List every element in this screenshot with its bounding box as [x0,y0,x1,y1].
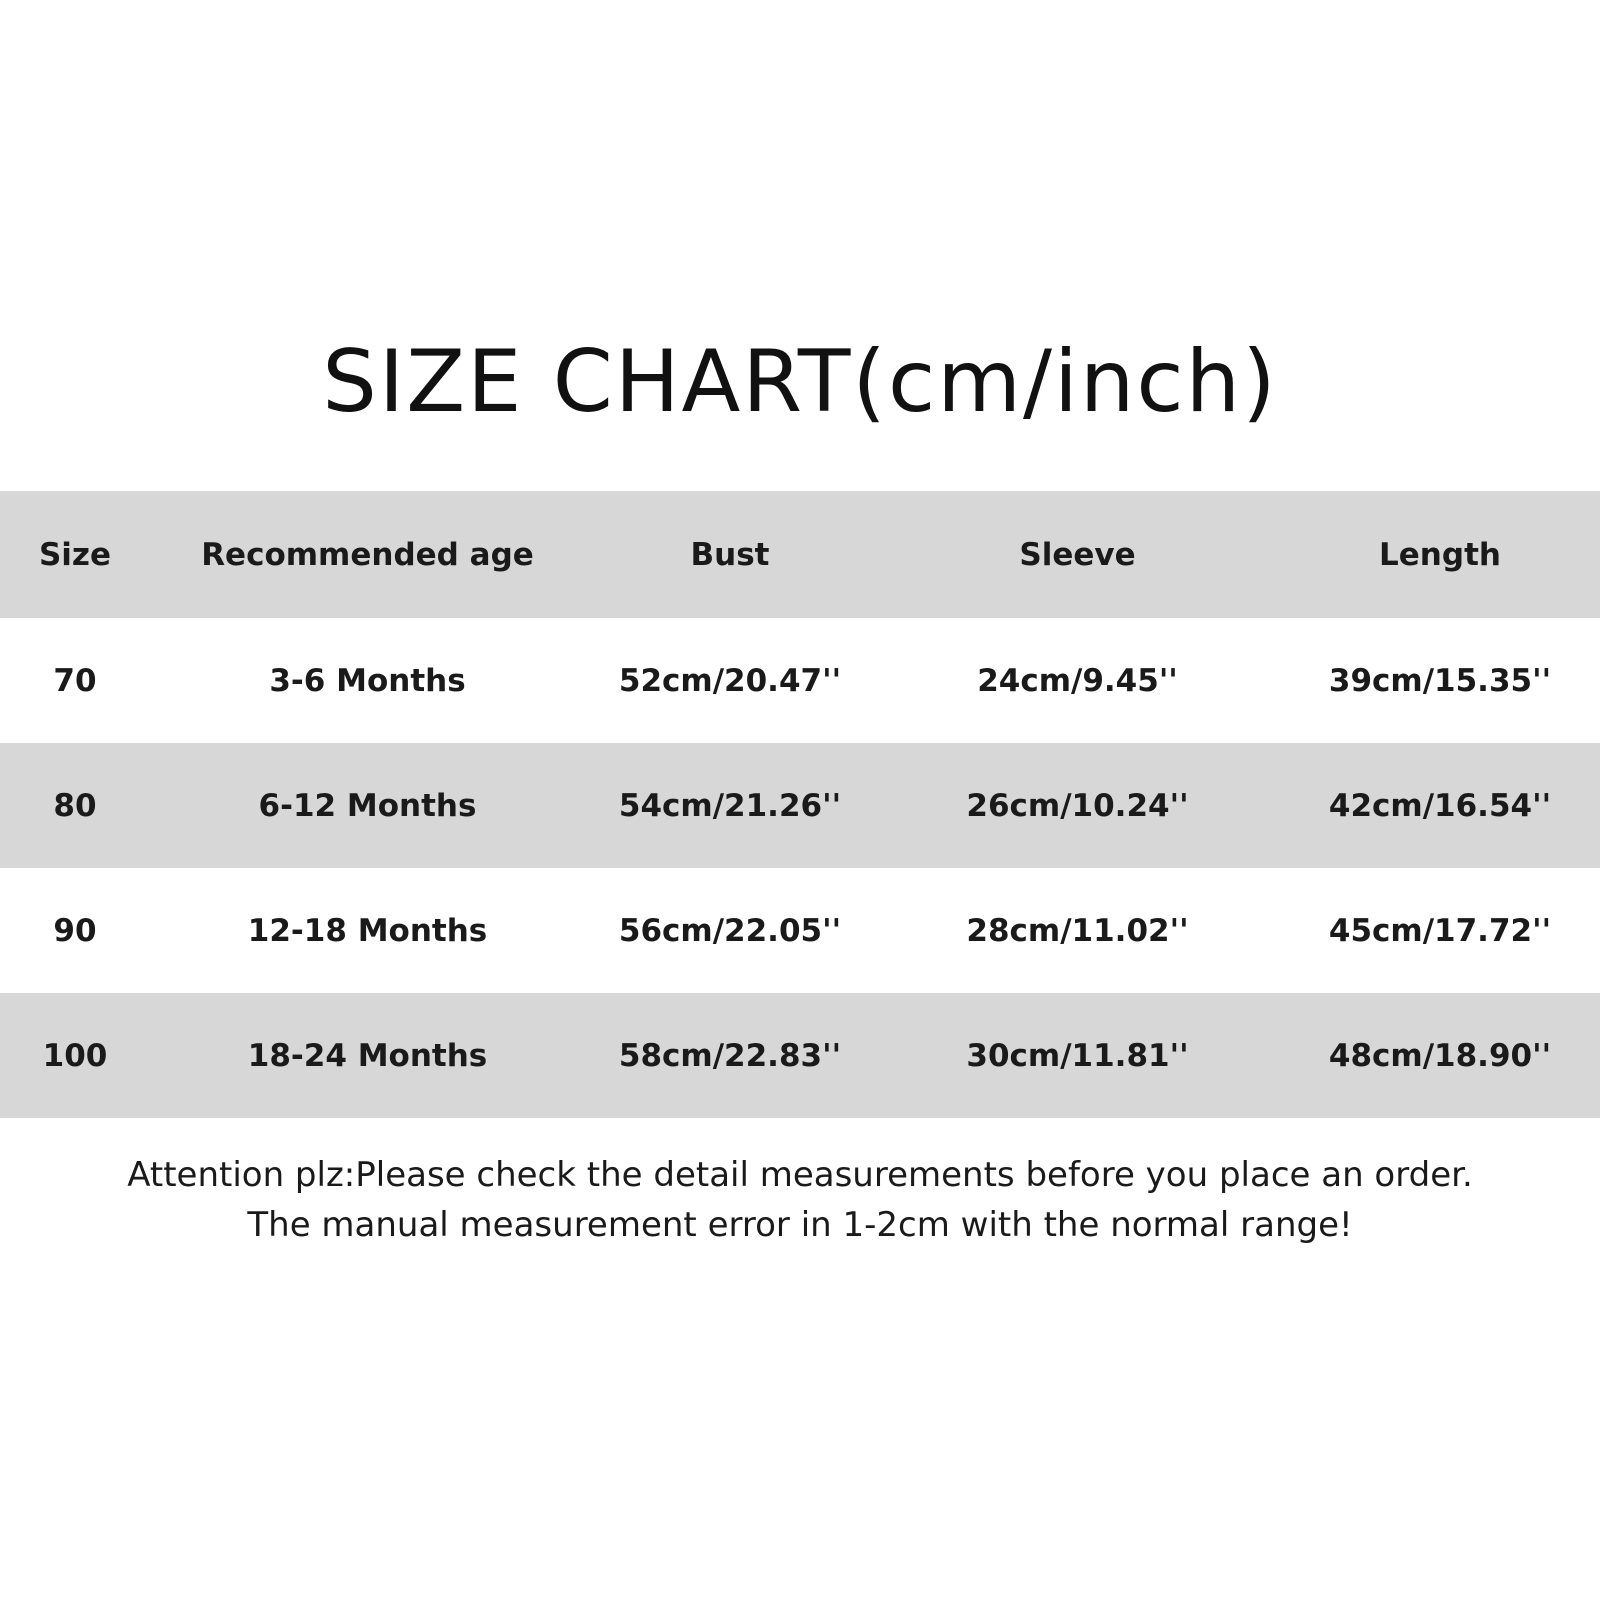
cell-bust: 58cm/22.83'' [618,1037,842,1074]
cell-bust: 56cm/22.05'' [618,912,842,949]
column-header-size: Size [38,536,112,573]
cell-sleeve: 26cm/10.24'' [966,787,1189,824]
cell-bust: 54cm/21.26'' [618,787,842,824]
cell-length: 45cm/17.72'' [1328,912,1552,949]
cell-length: 39cm/15.35'' [1328,662,1552,699]
column-header-length: Length [1379,536,1501,573]
cell-recommended-age: 6-12 Months [258,787,477,824]
cell-size: 70 [53,662,97,699]
table-row [0,618,1600,743]
column-header-recommended-age: Recommended age [201,536,534,573]
table-row [0,993,1600,1118]
cell-recommended-age: 3-6 Months [269,662,466,699]
cell-sleeve: 30cm/11.81'' [966,1037,1189,1074]
cell-recommended-age: 12-18 Months [247,912,488,949]
attention-note [0,1150,1600,1250]
cell-length: 48cm/18.90'' [1328,1037,1552,1074]
cell-size: 90 [53,912,97,949]
table-row [0,868,1600,993]
cell-bust: 52cm/20.47'' [618,662,842,699]
cell-recommended-age: 18-24 Months [247,1037,488,1074]
cell-size: 80 [53,787,97,824]
attention-note-line-2: The manual measurement error in 1-2cm with the normal range! [247,1205,1353,1245]
attention-note-line-1: Attention plz:Please check the detail measurements before you place an order. [127,1155,1473,1195]
cell-length: 42cm/16.54'' [1328,787,1552,824]
column-header-sleeve: Sleeve [1019,536,1136,573]
table-row [0,743,1600,868]
cell-size: 100 [42,1037,108,1074]
column-header-bust: Bust [690,536,770,573]
cell-sleeve: 28cm/11.02'' [966,912,1189,949]
table-header-row [0,491,1600,618]
page-title: SIZE CHART(cm/inch) [322,332,1278,432]
size-chart-table [0,491,1600,1118]
cell-sleeve: 24cm/9.45'' [977,662,1178,699]
